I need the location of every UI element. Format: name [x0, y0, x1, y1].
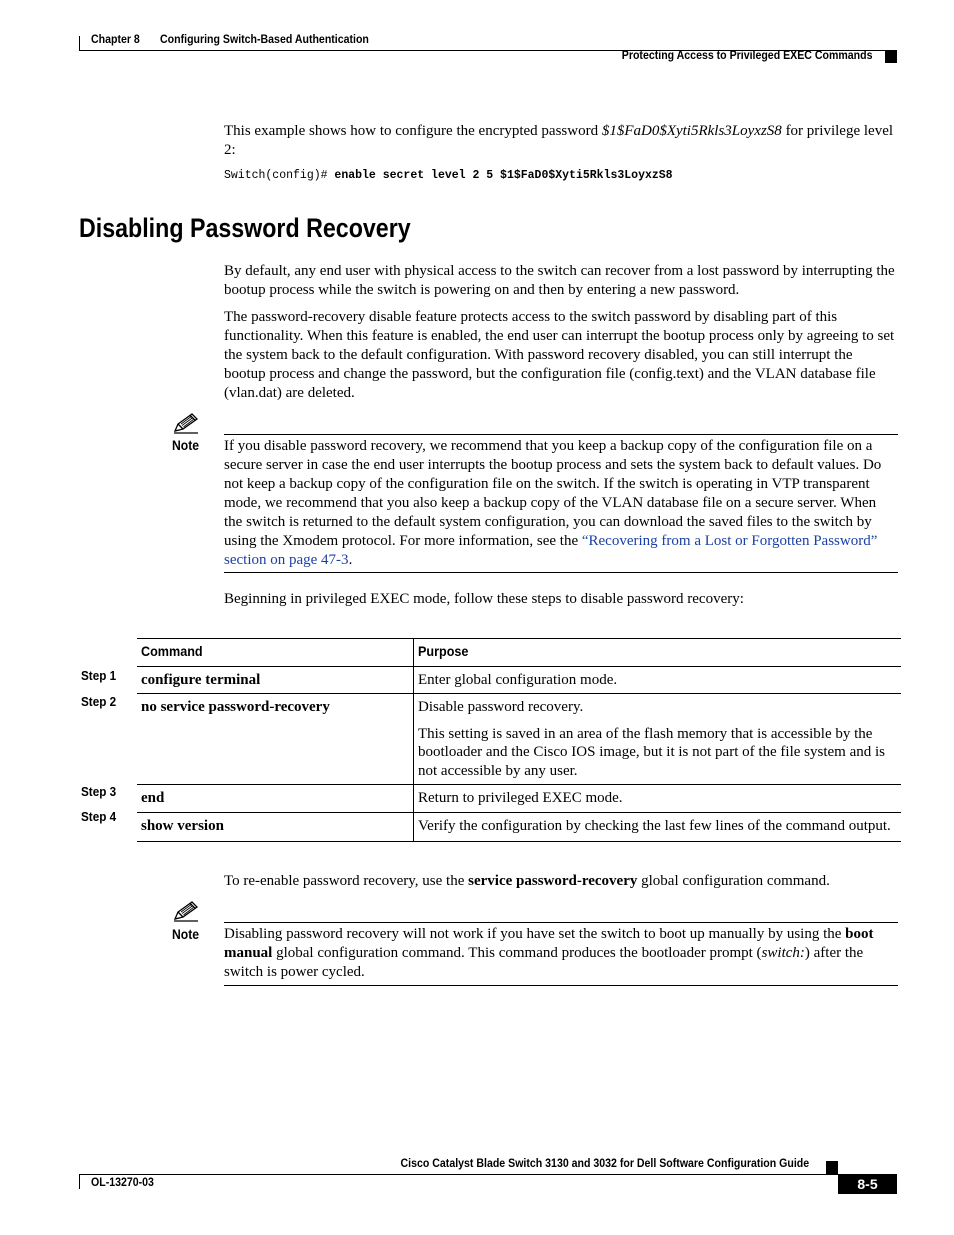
section-title: Disabling Password Recovery	[79, 213, 411, 243]
table-row	[137, 812, 901, 842]
code-example	[224, 169, 673, 182]
footer-marker	[826, 1161, 838, 1174]
note-top-rule	[224, 922, 898, 923]
note-text: If you disable password recovery, we recommend that you keep a backup copy of the configuration file on a secure server in case the end user interrupts the bootup process and sets the system back to default values. Do not keep a backup copy of the configuration file on the switch. If the switch is operating in VTP transparent mode, we recommend that you also keep a backup copy of the VLAN database file on a secure server. When the switch is returned to the default system configuration, you can download the saved files to the switch by using the Xmodem protocol. For more information, see the “Recovering from a Lost or Forgotten Password” section on page 47-3.	[224, 438, 882, 568]
code-command: enable secret level 2 5 $1$FaD0$Xyti5Rkls3LoyxzS8	[334, 169, 673, 182]
footer-guide-title: Cisco Catalyst Blade Switch 3130 and 3032 for Dell Software Configuration Guide	[400, 1158, 809, 1170]
note-top-rule	[224, 434, 898, 435]
command-cell: configure terminal	[137, 666, 414, 694]
step-label: Step 1	[81, 668, 117, 683]
header-command: Command	[137, 639, 414, 667]
note-text: Disabling password recovery will not work if you have set the switch to boot up manually by using the boot manual global configuration command. This command produces the bootloader prompt (switch:) after the switch is power cycled.	[224, 926, 874, 980]
command-cell: end	[137, 785, 414, 813]
intro-paragraph: This example shows how to configure the encrypted password $1$FaD0$Xyti5Rkls3LoyxzS8 for privilege level 2:	[224, 123, 894, 158]
table-row	[137, 785, 901, 813]
table-row	[137, 666, 901, 694]
command-cell: show version	[137, 812, 414, 842]
note-pencil-icon	[172, 411, 200, 435]
example-password: $1$FaD0$Xyti5Rkls3LoyxzS8	[601, 123, 782, 139]
step-label: Step 3	[81, 784, 117, 799]
note-pencil-icon	[172, 899, 200, 923]
chapter-title: Configuring Switch-Based Authentication	[160, 34, 369, 46]
step-label: Step 4	[81, 809, 117, 824]
command-cell: no service password-recovery	[137, 694, 414, 785]
table-row	[137, 694, 901, 785]
step-label: Step 2	[81, 694, 117, 709]
footer-left-rule	[79, 1174, 80, 1189]
steps-intro: Beginning in privileged EXEC mode, follow these steps to disable password recovery:	[224, 591, 744, 607]
recovery-section-link[interactable]: “Recovering from a Lost or Forgotten Password” section on page 47-3	[224, 533, 878, 568]
note-label: Note	[172, 438, 199, 453]
reenable-command: service password-recovery	[468, 873, 638, 889]
note-bottom-rule	[224, 985, 898, 986]
note-bottom-rule	[224, 572, 898, 573]
footer-rule	[79, 1174, 838, 1175]
steps-table	[137, 638, 901, 842]
header-marker	[885, 51, 897, 63]
paragraph-disable-feature: The password-recovery disable feature protects access to the switch password by disabling part of this functionality. When this feature is enabled, the end user can interrupt the bootup process only by agreeing to set the system back to the default configuration. With password recovery disabled, you can still interrupt the bootup process and change the password, but the configuration file (config.text) and the VLAN database file (vlan.dat) are deleted.	[224, 309, 895, 401]
purpose-cell: Verify the configuration by checking the last few lines of the command output.	[418, 817, 891, 834]
footer-doc-number: OL-13270-03	[91, 1177, 154, 1189]
page-number: 8-5	[838, 1174, 897, 1194]
note-label: Note	[172, 927, 199, 942]
bootloader-prompt: switch:	[761, 945, 805, 961]
reenable-paragraph: To re-enable password recovery, use the service password-recovery global configuration command.	[224, 873, 830, 889]
chapter-number: Chapter 8	[91, 34, 140, 46]
header-section: Protecting Access to Privileged EXEC Commands	[621, 50, 872, 62]
purpose-cell: Enter global configuration mode.	[418, 671, 618, 688]
purpose-cell: Disable password recovery. This setting is saved in an area of the flash memory that is accessible by the bootloader and the Cisco IOS image, but it is not part of the file system and is not accessible by any user.	[418, 699, 885, 779]
header-left-rule	[79, 36, 80, 51]
code-prompt: Switch(config)#	[224, 169, 335, 182]
boot-manual-command: boot manual	[224, 926, 874, 961]
header-chapter	[91, 34, 369, 46]
paragraph-default-recovery: By default, any end user with physical access to the switch can recover from a lost password by interrupting the bootup process while the switch is powering on and then by entering a new password.	[224, 263, 895, 298]
table-header-row	[137, 639, 901, 667]
header-purpose: Purpose	[418, 643, 469, 659]
purpose-cell: Return to privileged EXEC mode.	[418, 790, 623, 806]
